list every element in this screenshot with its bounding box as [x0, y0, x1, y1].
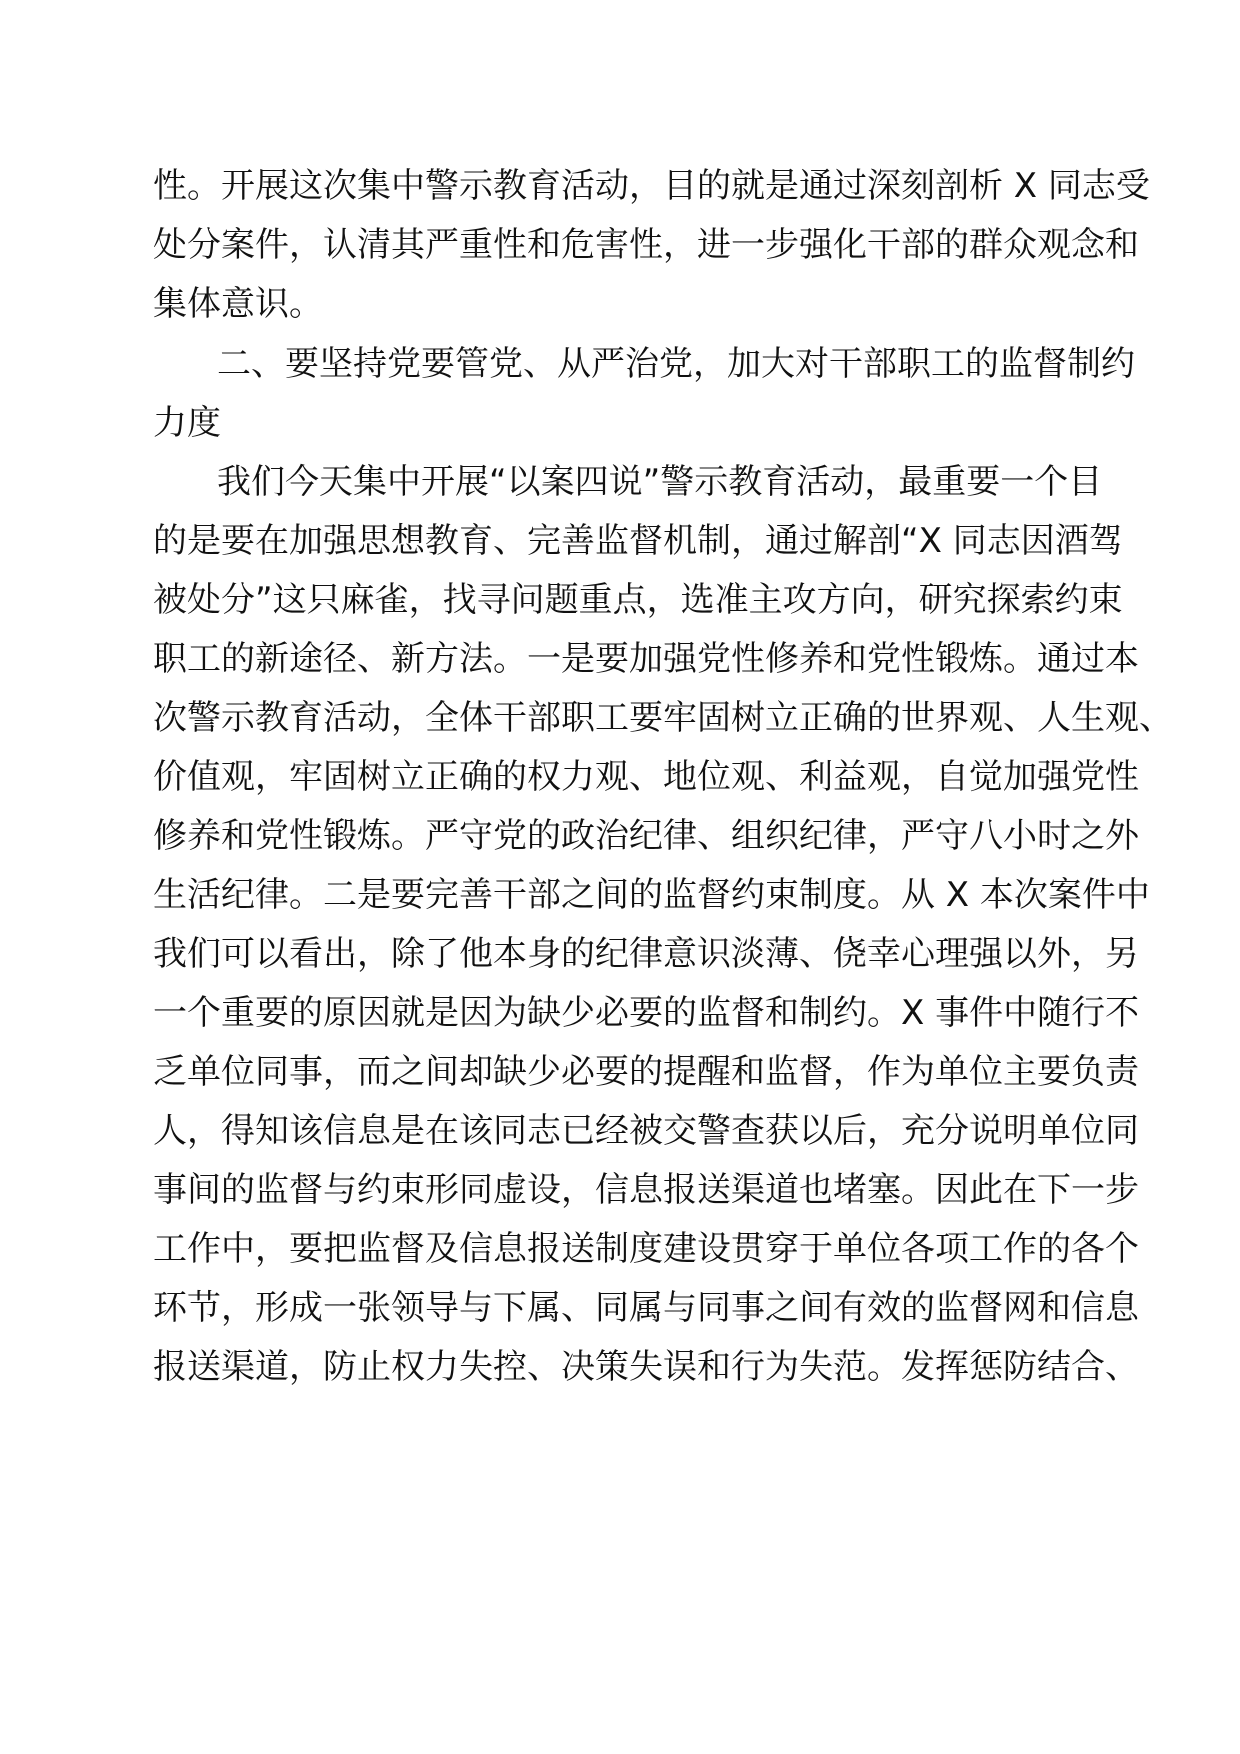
body-line-15: 一个重要的原因就是因为缺少必要的监督和制约。X 事件中随行不 [153, 993, 1140, 1033]
body-line-20: 环节，形成一张领导与下属、同属与同事之间有效的监督网和信息 [153, 1288, 1139, 1328]
body-line-19: 工作中，要把监督及信息报送制度建设贯穿于单位各项工作的各个 [153, 1229, 1139, 1269]
section-heading-line-1: 二、要坚持党要管党、从严治党，加大对干部职工的监督制约 [217, 344, 1135, 384]
body-line-12: 修养和党性锻炼。严守党的政治纪律、组织纪律，严守八小时之外 [153, 816, 1139, 856]
body-line-21: 报送渠道，防止权力失控、决策失误和行为失范。发挥惩防结合、 [153, 1347, 1139, 1387]
body-line-16: 乏单位同事，而之间却缺少必要的提醒和监督，作为单位主要负责 [153, 1052, 1139, 1092]
body-line-2: 处分案件，认清其严重性和危害性，进一步强化干部的群众观念和 [153, 225, 1139, 265]
body-line-10: 次警示教育活动，全体干部职工要牢固树立正确的世界观、人生观、 [153, 698, 1173, 738]
body-line-17: 人，得知该信息是在该同志已经被交警查获以后，充分说明单位同 [153, 1111, 1139, 1151]
body-line-18: 事间的监督与约束形同虚设，信息报送渠道也堵塞。因此在下一步 [153, 1170, 1139, 1210]
body-line-8: 被处分”这只麻雀，找寻问题重点，选准主攻方向，研究探索约束 [153, 580, 1123, 620]
body-line-3: 集体意识。 [153, 284, 323, 324]
body-line-13: 生活纪律。二是要完善干部之间的监督约束制度。从 X 本次案件中 [153, 875, 1150, 915]
body-line-9: 职工的新途径、新方法。一是要加强党性修养和党性锻炼。通过本 [153, 639, 1139, 679]
body-line-7: 的是要在加强思想教育、完善监督机制，通过解剖“X 同志因酒驾 [153, 521, 1123, 561]
body-line-6: 我们今天集中开展“以案四说”警示教育活动，最重要一个目 [217, 462, 1103, 502]
body-line-11: 价值观，牢固树立正确的权力观、地位观、利益观，自觉加强党性 [153, 757, 1139, 797]
body-line-14: 我们可以看出，除了他本身的纪律意识淡薄、侥幸心理强以外，另 [153, 934, 1139, 974]
section-heading-line-2: 力度 [153, 403, 221, 443]
body-line-1: 性。开展这次集中警示教育活动，目的就是通过深刻剖析 X 同志受 [153, 166, 1150, 206]
